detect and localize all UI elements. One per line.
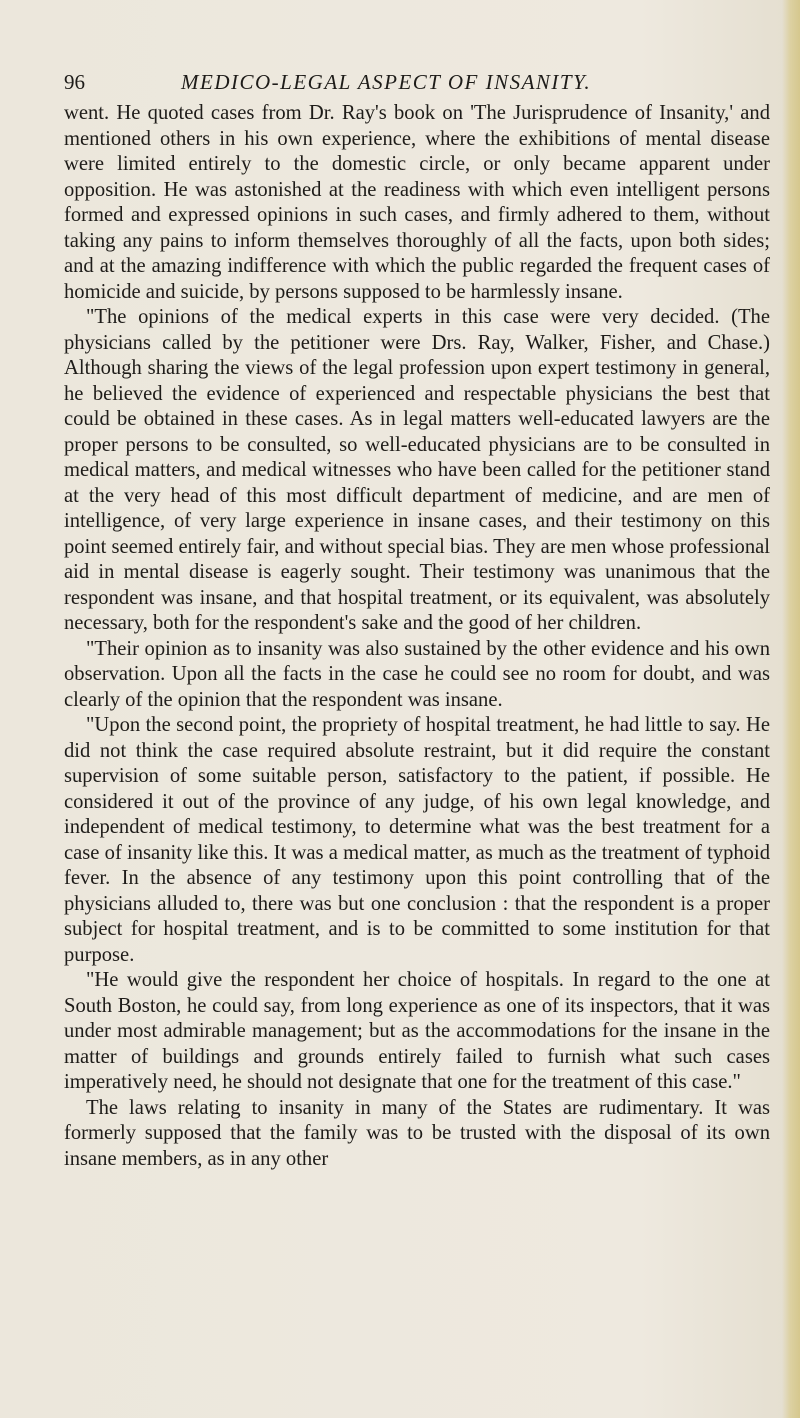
paragraph: "Upon the second point, the propriety of hospital treatment, he had little to say. He did not think the case required absolute restraint, but it did require the constant supervision of some suitable person, satisfactory to the patient, if possible. He considered it out of the province of any judge, of his own legal knowledge, and independent of medical testimony, to determine what was the best treatment for a case of insanity like this. It was a medical matter, as much as the treatment of typhoid fever. In the absence of any testimony upon this point controlling that of the physicians alluded to, there was but one conclusion : that the respondent is a proper subject for hospital treatment, and is to be committed to some institution for that purpose. bbox=[64, 714, 770, 966]
page-edge-shadow bbox=[782, 0, 800, 1418]
paragraph: "Their opinion as to insanity was also sustained by the other evidence and his own observation. Upon all the facts in the case he could see no room for doubt, and was clearly of the opinion that the respondent was insane. bbox=[64, 637, 770, 711]
page-number: 96 bbox=[64, 70, 85, 94]
paragraph: went. He quoted cases from Dr. Ray's book on 'The Jurisprudence of Insanity,' and mentioned others in his own experience, where the exhibitions of mental disease were limited entirely to the domestic circle, or only became apparent under opposition. He was astonished at the readiness with which even intelligent persons formed and expressed opinions in such cases, and firmly adhered to them, without taking any pains to inform themselves thoroughly of all the facts, upon both sides; and at the amazing indifference with which the public regarded the frequent cases of homicide and suicide, by persons supposed to be harmlessly insane. bbox=[64, 102, 770, 303]
page-header bbox=[64, 68, 764, 96]
paragraph: The laws relating to insanity in many of the States are rudimentary. It was formerly supposed that the family was to be trusted with the disposal of its own insane members, as in any other bbox=[64, 1096, 770, 1170]
paragraph: "The opinions of the medical experts in this case were very decided. (The physicians called by the petitioner were Drs. Ray, Walker, Fisher, and Chase.) Although sharing the views of the legal profession upon expert testimony in general, he believed the evidence of experienced and respectable physicians the best that could be obtained in these cases. As in legal matters well-educated lawyers are the proper persons to be consulted, so well-educated physicians are to be consulted in medical matters, and medical witnesses who have been called for the petitioner stand at the very head of this most difficult department of medicine, and are men of intelligence, of very large experience in insane cases, and their testimony on this point seemed entirely fair, and without special bias. They are men whose professional aid in mental disease is eagerly sought. Their testimony was unanimous that the respondent was insane, and that hospital treatment, or its equivalent, was absolutely necessary, both for the respondent's sake and the good of her children. bbox=[64, 306, 770, 634]
body-text bbox=[64, 101, 770, 1172]
running-title: MEDICO-LEGAL ASPECT OF INSANITY. bbox=[181, 70, 592, 94]
paragraph: "He would give the respondent her choice of hospitals. In regard to the one at South Boston, he could say, from long experience as one of its inspectors, that it was under most admirable management; but as the accommodations for the insane in the matter of buildings and grounds entirely failed to furnish what such cases imperatively need, he should not designate that one for the treatment of this case." bbox=[64, 969, 770, 1093]
